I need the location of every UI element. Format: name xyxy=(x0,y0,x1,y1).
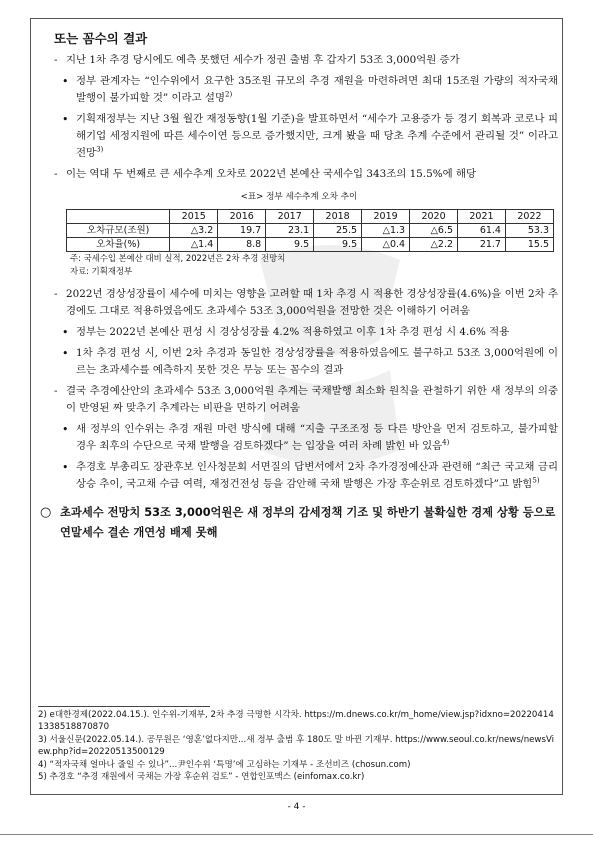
footnote-item: 5) 추경호 “추경 재원에서 국채는 가장 후순위 검토” - 연합인포맥스 (einfomax.co.kr) xyxy=(38,772,365,783)
dash-paragraph xyxy=(40,286,558,320)
page-number: - 4 - xyxy=(287,802,306,812)
value-cell: △3.2 xyxy=(170,224,218,238)
value-cell: 9.5 xyxy=(266,238,314,252)
summary-text: 초과세수 전망치 53조 3,000억원은 새 정부의 감세정책 기조 및 하반기 불확실한 경제 상황 등으로 연말세수 결손 개연성 배제 못해 xyxy=(60,506,556,539)
value-cell: △1.4 xyxy=(170,238,218,252)
paragraph-text: 2022년 경상성장률이 세수에 미치는 영향을 고려할 때 1차 추경 시 적용한 경상성장률(4.6%)을 이번 2차 추경에도 그대로 적용하였음에도 초과세수 53조 3,000억원을 전망한 것은 이해하기 어려움 xyxy=(66,288,558,317)
value-cell: 15.5 xyxy=(505,238,553,252)
footnote-ref[interactable]: 5) xyxy=(532,476,540,485)
value-cell: △1.3 xyxy=(362,224,410,238)
year-header-cell: 2021 xyxy=(458,210,506,224)
bottom-divider xyxy=(0,834,593,835)
bullet-paragraph xyxy=(40,345,558,379)
summary-statement xyxy=(40,503,558,543)
table-header-row xyxy=(67,210,554,224)
year-header-cell: 2020 xyxy=(410,210,458,224)
footnote-divider xyxy=(38,706,210,707)
footnote-item: 2) e대한경제(2022.04.15.). 인수위-기재부, 2차 추경 극명한 시각차. https://m.dnews.co.kr/m_home/view.jsp?idxno=202204141338518870870 xyxy=(38,710,554,733)
paragraph-text: 이는 역대 두 번째로 큰 세수추계 오차로 2022년 본예산 국세수입 343조의 15.5%에 해당 xyxy=(66,168,476,180)
table-note: 주: 국세수입 본예산 대비 실적, 2022년은 2차 추경 전망치 xyxy=(70,253,286,263)
value-cell: 53.3 xyxy=(505,224,553,238)
dash-paragraph xyxy=(40,166,558,183)
year-header-cell: 2016 xyxy=(218,210,266,224)
dash-paragraph xyxy=(40,383,558,417)
year-header-cell: 2018 xyxy=(314,210,362,224)
table-source: 자료: 기획재정부 xyxy=(70,266,133,276)
footnote-ref[interactable]: 4) xyxy=(442,438,450,447)
table-row xyxy=(67,238,554,252)
footnote-item: 3) 서울신문(2022.05.14.). 공무원은 ‘영혼’없다지만...새 정부 출범 후 180도 말 바뀐 기재부. https://www.seoul.co.kr/news/newsView.php?id=20220513500129 xyxy=(38,734,555,758)
value-cell: 61.4 xyxy=(458,224,506,238)
year-header-cell: 2019 xyxy=(362,210,410,224)
value-cell: 21.7 xyxy=(458,238,506,252)
row-label-cell: 오차율(%) xyxy=(67,238,170,252)
bullet-paragraph xyxy=(40,73,558,107)
dash-paragraph xyxy=(40,52,558,69)
top-paragraph-list xyxy=(40,52,558,183)
value-cell: 23.1 xyxy=(266,224,314,238)
row-label-cell: 오차규모(조원) xyxy=(67,224,170,238)
value-cell: 25.5 xyxy=(314,224,362,238)
bullet-paragraph xyxy=(40,421,558,455)
value-cell: △6.5 xyxy=(410,224,458,238)
bullet-paragraph xyxy=(40,324,558,341)
table-row xyxy=(67,224,554,238)
bullet-paragraph xyxy=(40,111,558,162)
circle-bullet-icon: ○ xyxy=(40,505,52,520)
bullet-icon: • xyxy=(62,461,69,474)
bottom-paragraph-list xyxy=(40,286,558,493)
value-cell: 19.7 xyxy=(218,224,266,238)
footnote-item: 4) “적자국채 얼마나 줄일 수 있나”...尹인수위 ‘특명’에 고심하는 기재부 - 조선비즈 (chosun.com) xyxy=(38,759,411,770)
value-cell: 9.5 xyxy=(314,238,362,252)
year-header-cell: 2017 xyxy=(266,210,314,224)
bullet-icon: • xyxy=(62,347,69,360)
paragraph-text: 기획재정부는 지난 3월 월간 재정동향(1월 기준)을 발표하면서 “세수가 고용증가 등 경기 회복과 코로나 피해기업 세정지원에 따른 세수이연 등으로 증가했지만, 크게 봤을 때 당초 추계 수준에서 관리될 것” 이라고 전망 xyxy=(76,113,558,159)
value-cell: △0.4 xyxy=(362,238,410,252)
value-cell: △2.2 xyxy=(410,238,458,252)
year-header-cell: 2022 xyxy=(505,210,553,224)
paragraph-text: 추경호 부총리도 장관후보 인사청문회 서면질의 답변서에서 2차 추가경정예산과 관련해 “최근 국고채 금리 상승 추이, 국고채 수급 여력, 재정건전성 등을 감안해 국채 발행은 가장 후순위로 검토하겠다”고 밝힘 xyxy=(76,461,558,490)
tax-error-table xyxy=(66,209,554,252)
paragraph-text: 정부는 2022년 본예산 편성 시 경상성장률 4.2% 적용하였고 이후 1차 추경 편성 시 4.6% 적용 xyxy=(76,326,510,338)
table-corner-cell xyxy=(67,210,170,224)
bullet-icon: • xyxy=(62,326,69,339)
paragraph-text: 정부 관계자는 “인수위에서 요구한 35조원 규모의 추경 재원을 마련하려면 최대 15조원 가량의 적자국채 발행이 불가피할 것” 이라고 설명 xyxy=(76,75,558,104)
value-cell: 8.8 xyxy=(218,238,266,252)
section-heading: 또는 꼼수의 결과 xyxy=(54,31,148,46)
footnote-ref[interactable]: 2) xyxy=(225,90,233,99)
paragraph-text: 1차 추경 편성 시, 이번 2차 추경과 동일한 경상성장률을 적용하였음에도 불구하고 53조 3,000억원에 이르는 초과세수를 예측하지 못한 것은 무능 또는 꼼수의 결과 xyxy=(76,347,558,376)
bullet-icon: • xyxy=(62,113,69,126)
bullet-paragraph xyxy=(40,459,558,493)
table-caption: <표> 정부 세수추계 오차 추이 xyxy=(240,192,358,202)
bullet-icon: • xyxy=(62,75,69,88)
bullet-icon: • xyxy=(62,423,69,436)
table-body xyxy=(67,224,554,252)
year-header-cell: 2015 xyxy=(170,210,218,224)
footnotes xyxy=(38,709,558,783)
paragraph-text: 지난 1차 추경 당시에도 예측 못했던 세수가 정권 출범 후 갑자기 53조 3,000억원 증가 xyxy=(66,54,460,66)
footnote-ref[interactable]: 3) xyxy=(96,145,104,154)
paragraph-text: 새 정부의 인수위는 추경 재원 마련 방식에 대해 “지출 구조조정 등 다른 방안을 먼저 검토하고, 불가피할 경우 최후의 수단으로 국채 발행을 검토하겠다” 는 입장을 여러 차례 밝힌 바 있음 xyxy=(76,423,558,452)
main-content xyxy=(40,30,558,543)
paragraph-text: 결국 추경예산안의 초과세수 53조 3,000억원 추계는 국채발행 최소화 원칙을 관철하기 위한 새 정부의 의중이 반영된 짜 맞추기 추계라는 비판을 면하기 어려움 xyxy=(66,385,558,414)
